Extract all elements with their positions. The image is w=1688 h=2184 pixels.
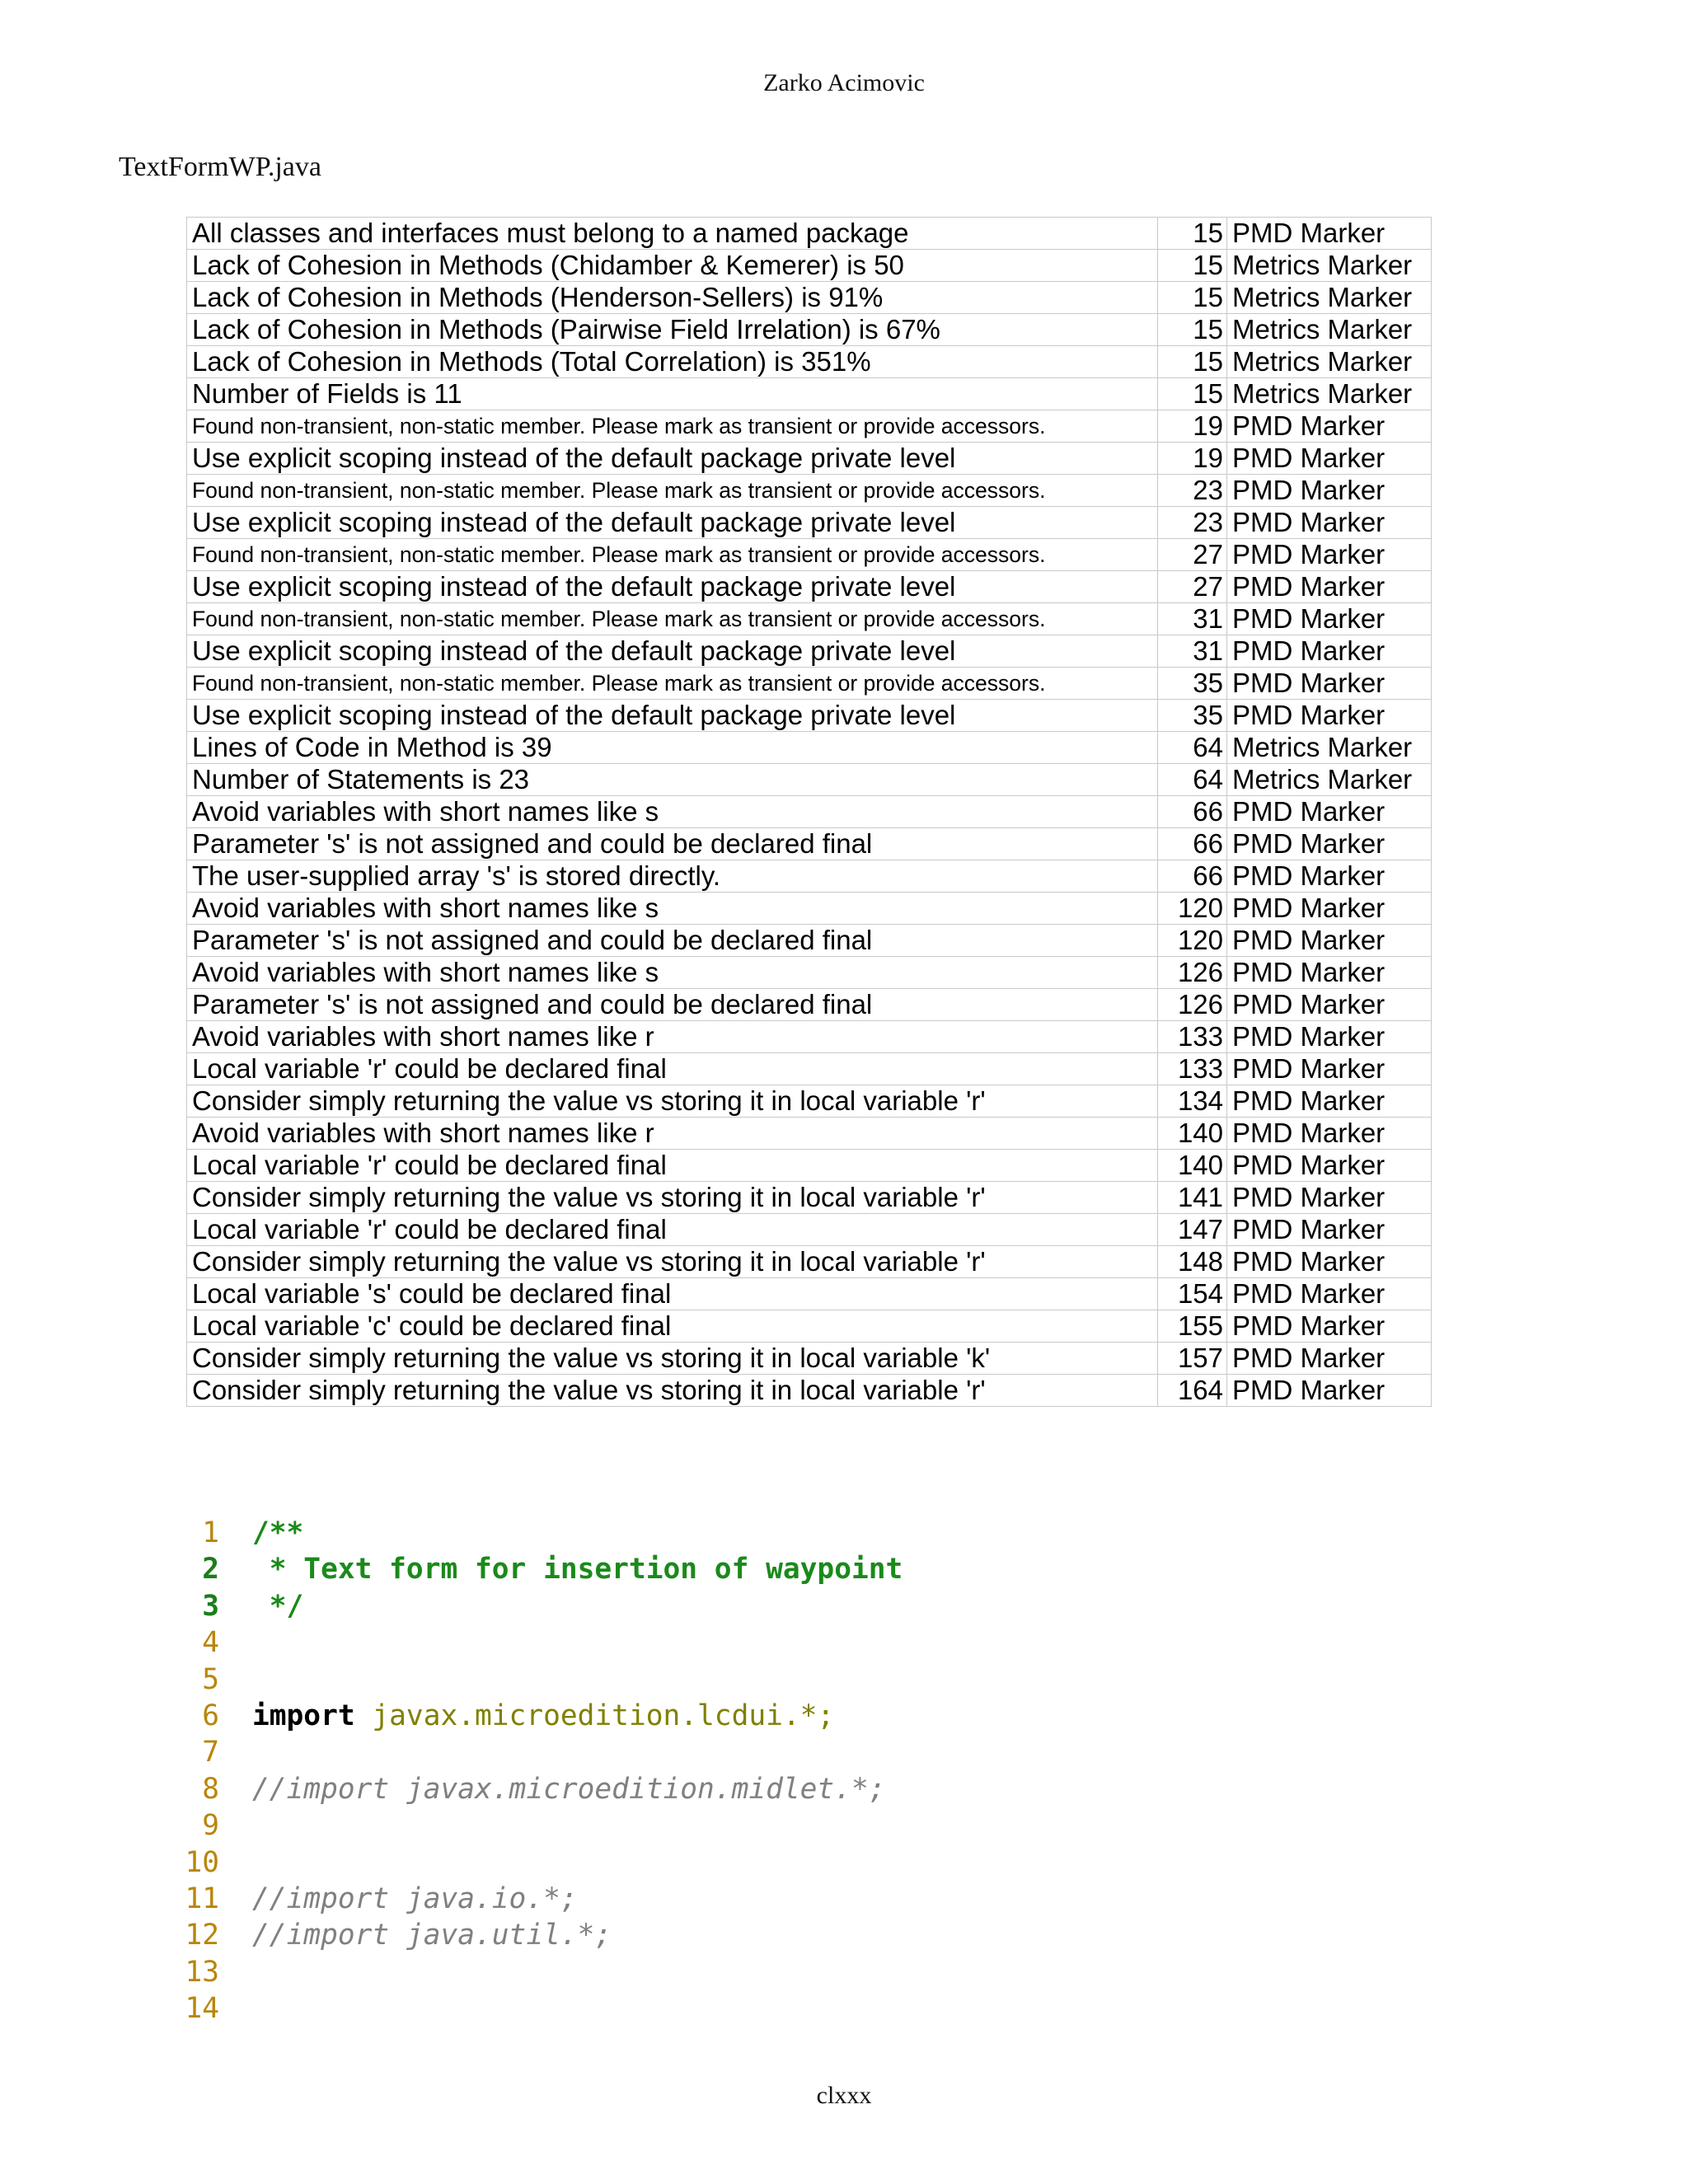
marker-line: 66 xyxy=(1158,796,1227,828)
line-number: 7 xyxy=(202,1736,219,1769)
table-row xyxy=(187,1085,1432,1118)
code-token: * Text form for insertion of waypoint xyxy=(252,1553,903,1586)
code-text xyxy=(252,1515,303,1551)
table-row xyxy=(187,282,1432,314)
code-token: javax.microedition.lcdui.*; xyxy=(354,1699,835,1732)
marker-line: 23 xyxy=(1158,475,1227,507)
marker-message: Consider simply returning the value vs storing it in local variable 'r' xyxy=(187,1375,1158,1407)
line-number: 9 xyxy=(202,1809,219,1843)
table-row xyxy=(187,860,1432,893)
marker-line: 120 xyxy=(1158,925,1227,957)
marker-message: Avoid variables with short names like s xyxy=(187,796,1158,828)
marker-message: Avoid variables with short names like s xyxy=(187,957,1158,989)
marker-line: 157 xyxy=(1158,1343,1227,1375)
marker-line: 35 xyxy=(1158,668,1227,700)
marker-message: Consider simply returning the value vs storing it in local variable 'r' xyxy=(187,1182,1158,1214)
code-token: /** xyxy=(252,1516,304,1549)
marker-type: Metrics Marker xyxy=(1227,378,1432,410)
table-row xyxy=(187,796,1432,828)
marker-message: Local variable 'r' could be declared final xyxy=(187,1150,1158,1182)
line-number: 5 xyxy=(202,1662,219,1696)
marker-message: Parameter 's' is not assigned and could be declared final xyxy=(187,989,1158,1021)
marker-type: Metrics Marker xyxy=(1227,732,1432,764)
marker-line: 15 xyxy=(1158,314,1227,346)
table-row xyxy=(187,635,1432,668)
line-number: 13 xyxy=(185,1955,219,1989)
code-line xyxy=(165,1844,903,1881)
marker-message: Number of Fields is 11 xyxy=(187,378,1158,410)
code-line xyxy=(165,1515,903,1551)
marker-line: 120 xyxy=(1158,893,1227,925)
table-row xyxy=(187,250,1432,282)
marker-type: PMD Marker xyxy=(1227,410,1432,443)
table-row xyxy=(187,1182,1432,1214)
marker-line: 23 xyxy=(1158,507,1227,539)
marker-type: PMD Marker xyxy=(1227,1021,1432,1053)
marker-line: 148 xyxy=(1158,1246,1227,1278)
code-line xyxy=(165,1734,903,1770)
marker-type: PMD Marker xyxy=(1227,1310,1432,1343)
code-token: //import java.io.*; xyxy=(252,1882,578,1915)
code-listing xyxy=(165,1515,903,2027)
marker-type: Metrics Marker xyxy=(1227,314,1432,346)
code-token: */ xyxy=(252,1589,304,1623)
marker-message: Avoid variables with short names like r xyxy=(187,1118,1158,1150)
code-text xyxy=(252,1881,578,1917)
marker-line: 155 xyxy=(1158,1310,1227,1343)
table-row xyxy=(187,475,1432,507)
marker-type: PMD Marker xyxy=(1227,603,1432,635)
marker-message: Consider simply returning the value vs storing it in local variable 'k' xyxy=(187,1343,1158,1375)
table-row xyxy=(187,828,1432,860)
marker-line: 19 xyxy=(1158,410,1227,443)
marker-message: Lack of Cohesion in Methods (Chidamber & Kemerer) is 50 xyxy=(187,250,1158,282)
table-row xyxy=(187,1021,1432,1053)
marker-message: Found non-transient, non-static member. Please mark as transient or provide accessors. xyxy=(187,539,1158,571)
marker-line: 15 xyxy=(1158,250,1227,282)
line-number: 6 xyxy=(202,1699,219,1732)
code-text xyxy=(252,1698,834,1734)
marker-line: 140 xyxy=(1158,1150,1227,1182)
marker-type: PMD Marker xyxy=(1227,507,1432,539)
table-row xyxy=(187,443,1432,475)
code-line xyxy=(165,1588,903,1624)
marker-message: Use explicit scoping instead of the default package private level xyxy=(187,507,1158,539)
marker-type: PMD Marker xyxy=(1227,925,1432,957)
table-row xyxy=(187,539,1432,571)
marker-type: PMD Marker xyxy=(1227,668,1432,700)
marker-message: Avoid variables with short names like s xyxy=(187,893,1158,925)
marker-type: PMD Marker xyxy=(1227,1182,1432,1214)
table-row xyxy=(187,1246,1432,1278)
markers-table-body xyxy=(187,218,1432,1407)
marker-message: Lines of Code in Method is 39 xyxy=(187,732,1158,764)
code-line xyxy=(165,1917,903,1953)
marker-type: PMD Marker xyxy=(1227,475,1432,507)
marker-type: PMD Marker xyxy=(1227,1085,1432,1118)
marker-message: The user-supplied array 's' is stored directly. xyxy=(187,860,1158,893)
line-number: 1 xyxy=(202,1516,219,1549)
line-number: 11 xyxy=(185,1882,219,1915)
marker-type: PMD Marker xyxy=(1227,1053,1432,1085)
table-row xyxy=(187,410,1432,443)
table-row xyxy=(187,1343,1432,1375)
marker-line: 154 xyxy=(1158,1278,1227,1310)
marker-line: 64 xyxy=(1158,764,1227,796)
marker-line: 134 xyxy=(1158,1085,1227,1118)
table-row xyxy=(187,1118,1432,1150)
file-title: TextFormWP.java xyxy=(119,152,321,182)
marker-line: 19 xyxy=(1158,443,1227,475)
table-row xyxy=(187,1310,1432,1343)
line-number: 3 xyxy=(202,1589,219,1623)
table-row xyxy=(187,989,1432,1021)
line-number: 8 xyxy=(202,1772,219,1806)
marker-message: Parameter 's' is not assigned and could be declared final xyxy=(187,925,1158,957)
marker-type: PMD Marker xyxy=(1227,1246,1432,1278)
code-line xyxy=(165,1551,903,1587)
table-row xyxy=(187,700,1432,732)
marker-message: Found non-transient, non-static member. Please mark as transient or provide accessors. xyxy=(187,603,1158,635)
marker-line: 31 xyxy=(1158,635,1227,668)
table-row xyxy=(187,1375,1432,1407)
marker-message: Use explicit scoping instead of the default package private level xyxy=(187,443,1158,475)
code-line xyxy=(165,1698,903,1734)
marker-type: PMD Marker xyxy=(1227,957,1432,989)
marker-type: Metrics Marker xyxy=(1227,250,1432,282)
code-text xyxy=(252,1917,612,1953)
code-text xyxy=(252,1771,886,1807)
marker-message: Lack of Cohesion in Methods (Henderson-Sellers) is 91% xyxy=(187,282,1158,314)
line-number: 4 xyxy=(202,1626,219,1660)
marker-type: PMD Marker xyxy=(1227,1150,1432,1182)
line-number: 14 xyxy=(185,1992,219,2026)
marker-type: PMD Marker xyxy=(1227,218,1432,250)
marker-line: 164 xyxy=(1158,1375,1227,1407)
markers-table xyxy=(186,217,1432,1407)
marker-line: 133 xyxy=(1158,1053,1227,1085)
marker-line: 27 xyxy=(1158,539,1227,571)
marker-line: 66 xyxy=(1158,860,1227,893)
marker-type: PMD Marker xyxy=(1227,539,1432,571)
marker-type: Metrics Marker xyxy=(1227,346,1432,378)
table-row xyxy=(187,314,1432,346)
page-number: clxxx xyxy=(816,2082,872,2109)
marker-message: Consider simply returning the value vs storing it in local variable 'r' xyxy=(187,1246,1158,1278)
marker-type: PMD Marker xyxy=(1227,443,1432,475)
marker-message: Local variable 'c' could be declared final xyxy=(187,1310,1158,1343)
code-line xyxy=(165,1771,903,1807)
marker-message: Found non-transient, non-static member. Please mark as transient or provide accessors. xyxy=(187,410,1158,443)
marker-message: Use explicit scoping instead of the default package private level xyxy=(187,635,1158,668)
marker-message: Consider simply returning the value vs storing it in local variable 'r' xyxy=(187,1085,1158,1118)
marker-line: 15 xyxy=(1158,218,1227,250)
table-row xyxy=(187,603,1432,635)
marker-line: 31 xyxy=(1158,603,1227,635)
marker-type: PMD Marker xyxy=(1227,796,1432,828)
code-line xyxy=(165,1661,903,1698)
line-number: 2 xyxy=(202,1553,219,1586)
marker-type: PMD Marker xyxy=(1227,571,1432,603)
code-token: import xyxy=(252,1699,355,1732)
marker-line: 27 xyxy=(1158,571,1227,603)
marker-message: Lack of Cohesion in Methods (Total Correlation) is 351% xyxy=(187,346,1158,378)
marker-line: 140 xyxy=(1158,1118,1227,1150)
marker-line: 64 xyxy=(1158,732,1227,764)
marker-message: Local variable 'r' could be declared final xyxy=(187,1214,1158,1246)
table-row xyxy=(187,732,1432,764)
code-line xyxy=(165,1624,903,1661)
marker-message: Found non-transient, non-static member. Please mark as transient or provide accessors. xyxy=(187,475,1158,507)
table-row xyxy=(187,893,1432,925)
marker-message: Number of Statements is 23 xyxy=(187,764,1158,796)
code-line xyxy=(165,1990,903,2027)
code-line xyxy=(165,1881,903,1917)
code-text xyxy=(252,1551,903,1587)
marker-message: Use explicit scoping instead of the default package private level xyxy=(187,700,1158,732)
line-number: 12 xyxy=(185,1919,219,1952)
marker-line: 126 xyxy=(1158,957,1227,989)
table-row xyxy=(187,571,1432,603)
marker-message: Local variable 's' could be declared final xyxy=(187,1278,1158,1310)
table-row xyxy=(187,1278,1432,1310)
marker-line: 66 xyxy=(1158,828,1227,860)
marker-type: PMD Marker xyxy=(1227,700,1432,732)
table-row xyxy=(187,1214,1432,1246)
code-token: //import javax.microedition.midlet.*; xyxy=(252,1772,886,1806)
table-row xyxy=(187,507,1432,539)
table-row xyxy=(187,1053,1432,1085)
line-number: 10 xyxy=(185,1845,219,1879)
page-header-author: Zarko Acimovic xyxy=(763,69,925,96)
marker-message: Found non-transient, non-static member. Please mark as transient or provide accessors. xyxy=(187,668,1158,700)
marker-line: 126 xyxy=(1158,989,1227,1021)
table-row xyxy=(187,218,1432,250)
code-line xyxy=(165,1954,903,1990)
marker-type: Metrics Marker xyxy=(1227,764,1432,796)
code-token: //import java.util.*; xyxy=(252,1919,612,1952)
marker-message: Lack of Cohesion in Methods (Pairwise Field Irrelation) is 67% xyxy=(187,314,1158,346)
marker-type: PMD Marker xyxy=(1227,828,1432,860)
marker-message: All classes and interfaces must belong to a named package xyxy=(187,218,1158,250)
marker-type: PMD Marker xyxy=(1227,1118,1432,1150)
marker-type: PMD Marker xyxy=(1227,1375,1432,1407)
marker-message: Use explicit scoping instead of the default package private level xyxy=(187,571,1158,603)
marker-line: 35 xyxy=(1158,700,1227,732)
marker-type: PMD Marker xyxy=(1227,635,1432,668)
code-text xyxy=(252,1588,303,1624)
marker-type: PMD Marker xyxy=(1227,1343,1432,1375)
table-row xyxy=(187,925,1432,957)
table-row xyxy=(187,1150,1432,1182)
code-line xyxy=(165,1807,903,1844)
table-row xyxy=(187,668,1432,700)
table-row xyxy=(187,378,1432,410)
marker-line: 15 xyxy=(1158,378,1227,410)
marker-message: Avoid variables with short names like r xyxy=(187,1021,1158,1053)
table-row xyxy=(187,346,1432,378)
marker-line: 147 xyxy=(1158,1214,1227,1246)
marker-type: PMD Marker xyxy=(1227,893,1432,925)
table-row xyxy=(187,957,1432,989)
marker-type: PMD Marker xyxy=(1227,1278,1432,1310)
marker-type: PMD Marker xyxy=(1227,860,1432,893)
marker-type: PMD Marker xyxy=(1227,1214,1432,1246)
marker-line: 15 xyxy=(1158,346,1227,378)
marker-line: 141 xyxy=(1158,1182,1227,1214)
marker-type: PMD Marker xyxy=(1227,989,1432,1021)
table-row xyxy=(187,764,1432,796)
marker-message: Parameter 's' is not assigned and could be declared final xyxy=(187,828,1158,860)
marker-message: Local variable 'r' could be declared final xyxy=(187,1053,1158,1085)
marker-line: 133 xyxy=(1158,1021,1227,1053)
marker-type: Metrics Marker xyxy=(1227,282,1432,314)
marker-line: 15 xyxy=(1158,282,1227,314)
